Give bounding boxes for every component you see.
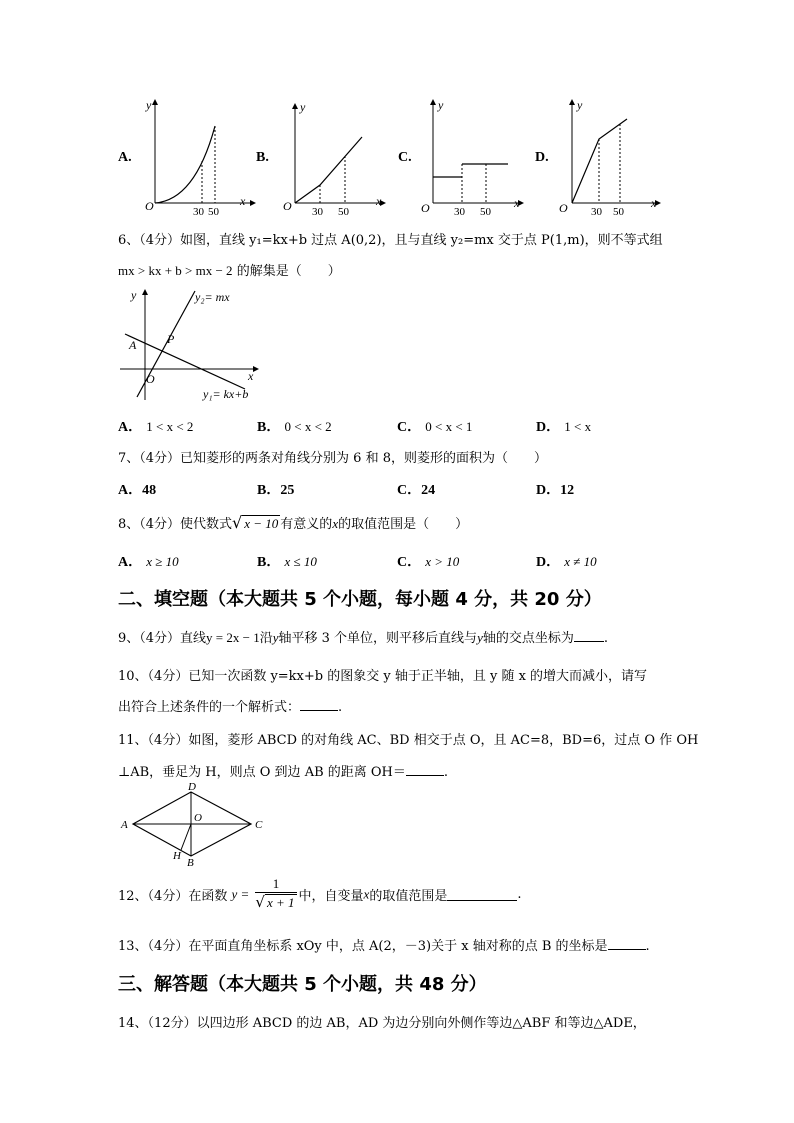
line-y2-label: y₂= mx [195, 290, 230, 304]
q8-option-d[interactable]: D． x ≠ 10 [536, 554, 597, 570]
q6-option-c[interactable]: C． 0 < x < 1 [397, 419, 473, 435]
q6-option-a[interactable]: A． 1 < x < 2 [118, 419, 194, 435]
origin-label: O [559, 201, 568, 215]
y-axis-label: y [438, 98, 444, 112]
q7-option-b[interactable]: B．25 [257, 483, 295, 498]
vertex-d-label: D [188, 781, 196, 793]
x-axis-label: x [651, 196, 657, 210]
q11-stem-line2: ⊥AB，垂足为 H，则点 O 到边 AB 的距离 OH＝ . [118, 765, 449, 780]
q8-stem: 8、（4分）使代数式√ x − 10 有意义的x的取值范围是（ ） [118, 513, 469, 532]
q11-answer-blank[interactable] [406, 763, 444, 776]
q12-answer-blank[interactable] [447, 888, 517, 901]
y-axis-label: y [577, 98, 583, 112]
q6-stem-tail: 的解集是（ ） [232, 264, 341, 279]
q6-figure [115, 285, 265, 405]
q8-option-c[interactable]: C． x > 10 [397, 554, 460, 570]
y-axis-label: y [300, 100, 306, 114]
q6-stem-line1: 6、（4分）如图，直线 y₁=kx+b 过点 A(0,2)，且与直线 y₂=mx 交于点 P(1,m)，则不等式组 [118, 233, 663, 248]
q10-stem-line1: 10、（4分）已知一次函数 y=kx+b 的图象交 y 轴于正半轴，且 y 随 x 的增大而减小，请写 [118, 669, 648, 684]
vertex-a-label: A [121, 819, 128, 831]
q6-option-d[interactable]: D． 1 < x [536, 419, 592, 435]
q13-stem: 13、（4分）在平面直角坐标系 xOy 中，点 A(2，－3)关于 x 轴对称的点 B 的坐标是 . [118, 939, 650, 954]
center-o-label: O [194, 812, 202, 824]
q8-option-a[interactable]: A． x ≥ 10 [118, 554, 179, 570]
q6-stem-line2 [118, 260, 341, 279]
q14-stem: 14、（12分）以四边形 ABCD 的边 AB，AD 为边分别向外侧作等边△ABF 和等边△ADE， [118, 1016, 646, 1031]
q11-rhombus-figure [115, 780, 275, 868]
origin-label: O [283, 199, 292, 213]
q7-option-d[interactable]: D．12 [536, 483, 575, 498]
q8-radicand: x − 10 [244, 516, 279, 531]
origin-label: O [145, 199, 154, 213]
q9-answer-blank[interactable] [574, 629, 604, 642]
tick-30: 30 [591, 206, 602, 217]
q5-graph-d [557, 95, 677, 217]
origin-label: O [421, 201, 430, 215]
q7-option-c[interactable]: C．24 [397, 483, 436, 498]
tick-30: 30 [312, 206, 323, 217]
tick-50: 50 [338, 206, 349, 217]
section-3-heading: 三、解答题（本大题共 5 个小题，共 48 分） [118, 974, 487, 995]
q5-option-a-label: A. [118, 150, 132, 165]
line-y1-label: y₁= kx+b [203, 387, 249, 401]
q5-graph-a [140, 95, 260, 217]
q10-stem-line2: 出符合上述条件的一个解析式： . [118, 700, 343, 715]
q11-stem-line1: 11、（4分）如图，菱形 ABCD 的对角线 AC、BD 相交于点 O，且 AC=8，BD=6，过点 O 作 OH [118, 733, 699, 748]
q10-answer-blank[interactable] [300, 698, 338, 711]
y-axis-label: y [146, 98, 152, 112]
tick-50: 50 [208, 206, 219, 217]
x-axis-label: x [376, 194, 382, 208]
x-axis-label: x [248, 369, 254, 383]
y-axis-label: y [131, 288, 137, 302]
q5-option-b-label: B. [256, 150, 269, 165]
x-axis-label: x [240, 194, 246, 208]
tick-30: 30 [454, 206, 465, 217]
q8-option-b[interactable]: B． x ≤ 10 [257, 554, 317, 570]
origin-label: O [146, 372, 155, 386]
q12-stem: 12、（4分）在函数 y = $\frac{1}{√ x + 1}$ 中，自变量x的取值范围是 . [118, 876, 522, 911]
section-2-heading: 二、填空题（本大题共 5 个小题，每小题 4 分，共 20 分） [118, 589, 602, 610]
tick-50: 50 [480, 206, 491, 217]
q13-answer-blank[interactable] [608, 937, 646, 950]
tick-30: 30 [193, 206, 204, 217]
q5-graph-c [418, 95, 538, 217]
point-a-label: A [129, 338, 137, 352]
q6-inequality: mx > kx + b > mx − 2 [118, 263, 233, 278]
foot-h-label: H [173, 850, 181, 862]
tick-50: 50 [613, 206, 624, 217]
vertex-c-label: C [255, 819, 263, 831]
x-axis-label: x [514, 196, 520, 210]
q5-graph-b [280, 95, 400, 217]
vertex-b-label: B [187, 857, 194, 868]
q12-fraction: $\frac{1}{√ x + 1}$ [255, 876, 295, 911]
q5-option-d-label: D. [535, 150, 549, 165]
q9-stem: 9、（4分）直线y = 2x − 1沿y轴平移 3 个单位，则平移后直线与y轴的交点坐标为 . [118, 630, 608, 646]
point-p-label: P [167, 332, 175, 346]
q7-option-a[interactable]: A．48 [118, 483, 157, 498]
q6-option-b[interactable]: B． 0 < x < 2 [257, 419, 332, 435]
q7-stem: 7、（4分）已知菱形的两条对角线分别为 6 和 8，则菱形的面积为（ ） [118, 451, 547, 466]
q5-option-c-label: C. [398, 150, 412, 165]
